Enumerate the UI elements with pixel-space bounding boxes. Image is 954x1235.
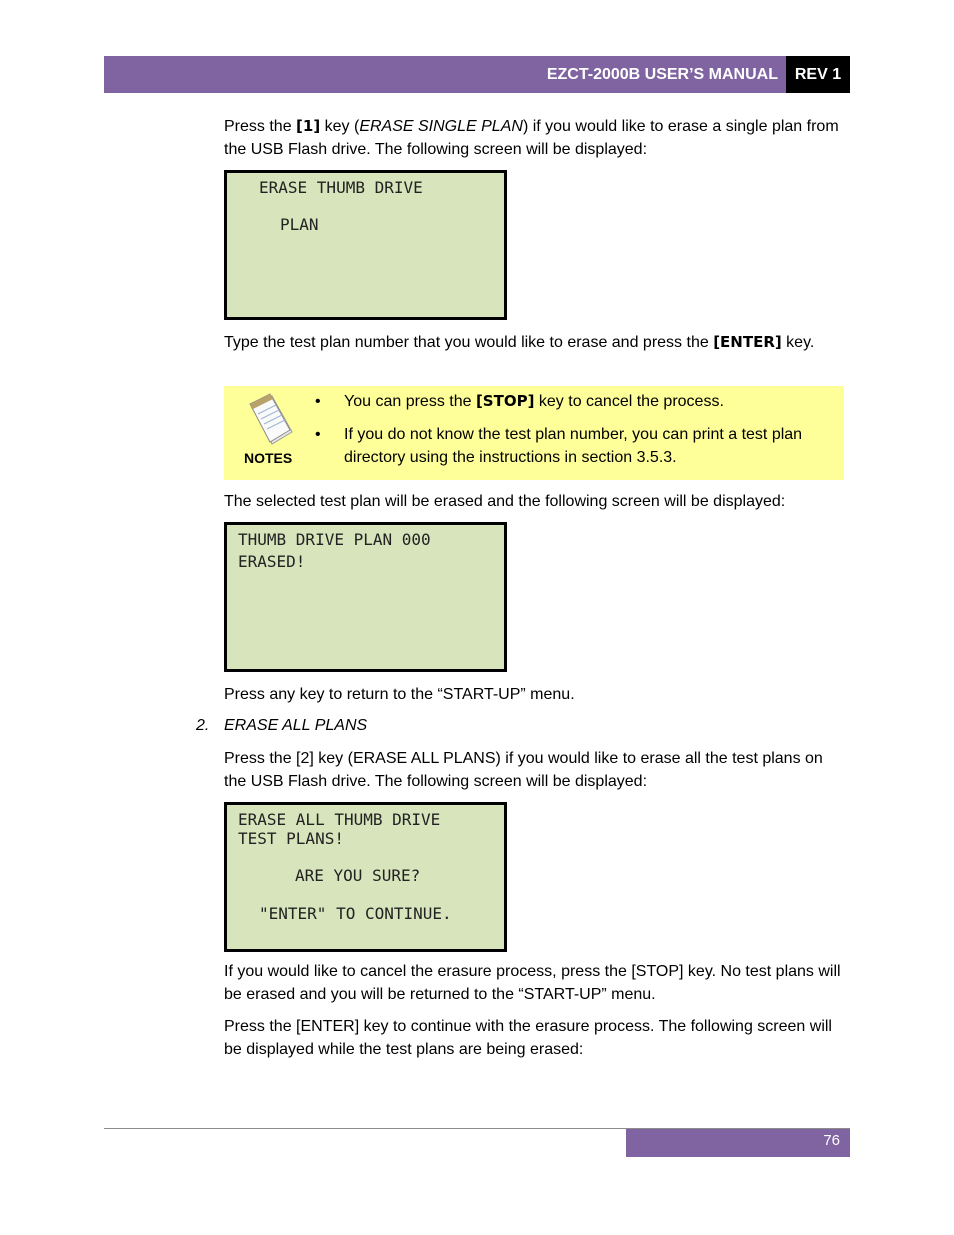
bullet: • (315, 393, 321, 410)
notepad-icon (242, 392, 298, 446)
lcd-line: "ENTER" TO CONTINUE. (259, 904, 452, 923)
text-segment: If you do not know the test plan number, you can print a test plan directory using the instructions in section 3.5.3. (344, 426, 803, 466)
manual-title: EZCT-2000B USER’S MANUAL (546, 66, 778, 83)
section-title: ERASE ALL PLANS (224, 717, 368, 734)
key-label: [1] (296, 117, 321, 135)
paragraph-erase-all: Press the [2] key (ERASE ALL PLANS) if you would like to erase all the test plans on the USB Flash drive. The following screen will be displayed: (224, 750, 823, 790)
lcd-line: ERASED! (238, 552, 306, 571)
lcd-line: ARE YOU SURE? (295, 866, 421, 885)
revision-badge: REV 1 (786, 56, 850, 93)
list-item (312, 390, 832, 413)
list-number: 2. (196, 717, 210, 734)
text-segment: You can press the (344, 393, 476, 410)
notes-list (312, 390, 832, 479)
notes-box (224, 386, 844, 480)
lcd-screen-erase-plan (224, 170, 507, 320)
paragraph-cancel: If you would like to cancel the erasure process, press the [STOP] key. No test plans will be erased and you will be returned to the “START-UP” menu. (224, 963, 841, 1003)
paragraph-plan-erased: The selected test plan will be erased and the following screen will be displayed: (224, 493, 786, 510)
lcd-line: ERASE THUMB DRIVE (259, 178, 423, 197)
lcd-screen-plan-erased (224, 522, 507, 672)
paragraph-erase-single (224, 115, 846, 161)
list-item (312, 423, 832, 469)
key-label: [STOP] (475, 392, 535, 410)
text-segment: Press the (224, 118, 297, 135)
text-segment: key ( (320, 118, 360, 135)
text-segment: key. (781, 334, 815, 351)
paragraph-continue: Press the [ENTER] key to continue with the erasure process. The following screen will be displayed while the test plans are being erased: (224, 1018, 832, 1058)
footer-page-box (626, 1129, 850, 1157)
paragraph-return: Press any key to return to the “START-UP” menu. (224, 686, 575, 703)
lcd-line: ERASE ALL THUMB DRIVE (238, 810, 441, 829)
notes-label: NOTES (244, 450, 293, 466)
lcd-screen-erase-all (224, 802, 507, 952)
text-segment: Type the test plan number that you would like to erase and press the (224, 334, 714, 351)
bullet: • (315, 426, 321, 443)
key-label: [ENTER] (713, 333, 782, 351)
italic-term: ERASE SINGLE PLAN (359, 118, 523, 135)
lcd-line: THUMB DRIVE PLAN 000 (238, 530, 431, 549)
header-bar (104, 56, 786, 93)
lcd-line: PLAN (280, 215, 319, 234)
text-segment: key to cancel the process. (534, 393, 724, 410)
lcd-line: TEST PLANS! (238, 829, 344, 848)
page-number: 76 (823, 1132, 840, 1149)
text-segment: ) if you would like to erase a single plan from the USB Flash drive. The following screen will be displayed: (224, 118, 839, 158)
paragraph-type-plan (224, 331, 846, 354)
